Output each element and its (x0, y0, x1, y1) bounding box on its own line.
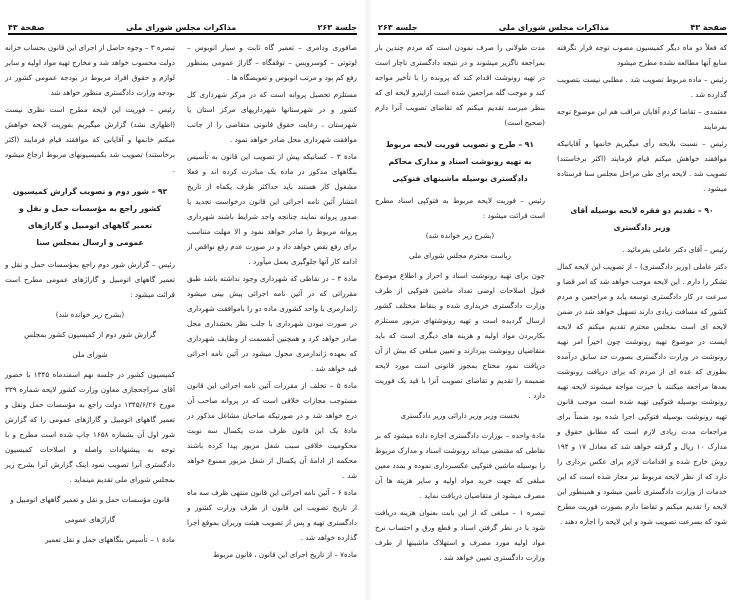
signatories: نخست وزیر وزیر دارائی وزیر دادگستری (400, 411, 520, 420)
paragraph: مادة ۴ – در نقاطی که شهرداری وجود نداشته باشد طبق مقرراتی که در آئین نامه اجرائی پیش بینی میشود ژاندارمری یا واحد کشوری ماده دو را باموافقت شهرداری در صورت نبودن شهرداری با جلب نظر بخشداری محل صادر خواهد کرد و همچنین آنقسمت از وظایف شهرداری که بعهده ژاندارمری محول میشود در آئین نامه اجرائی قید خواهد شد . (187, 274, 358, 373)
paragraph: رئیس – نسبت بلایحه رأی میگیریم خانمها و آقایانیکه موافقند خواهش میکنم قیام فرمایند (اکثر برخاستند) تصویب شد . لایحه برای طی مراحل مجلس سنا فرستاده میشود . (557, 139, 727, 193)
law-subtitle: گاراژهای عمومی (64, 515, 116, 524)
paragraph: رئیس – فوریت این لایحه مطرح است نظری نیست (اظهاری نشد) گزارش میگیریم بفوریت لایحه خواهش میکنم خانمها و آقایانی که موافقند قیام فرمایند (اکثر برخاستند) تصویب شد بکمیسیونهای مربوط ارجاع میشود . (5, 105, 175, 174)
right-header-rule (378, 33, 727, 35)
section-heading (5, 183, 175, 251)
heading-line: کشور راجع به مؤسسات حمل و نقل و (19, 204, 161, 213)
paragraph: ماده۷ – از تاریخ اجرای این قانون ، قانون مربوط (212, 550, 357, 559)
paragraph: رئیس – ماده مربوط تصویب شد . مطلبی نیست بتصویب گذارده شد . (557, 75, 727, 99)
right-page-title: مذاکرات مجلس شورای ملی (498, 23, 610, 32)
heading-line: عمومی و ارسال بمجلس سنا (36, 238, 144, 247)
paragraph: رئیس – گزارش شور دوم راجع بمؤسسات حمل و نقل و تعمیر گاههای اتومبیل و گاراژهای عمومی مطرح است قرائت میشود : (5, 260, 175, 299)
paragraph: مادة واحده – بوزارت دادگستری اجازه داده میشود که بر نقاطی که مقتضی میداند رونوشت اسناد و مدارک مربوط را بوسیله ماشین فتوکپی عکسبرداری نموده و بمدد معین مبلغی که جهت خرید مواد اولیه و سایر هزینه ها آن مصرف میشود از متقاضیان دریافت نماید . (375, 431, 545, 500)
left-page-column-left (5, 40, 175, 549)
reading-note: (بشرح زیر خوانده شد) (425, 231, 495, 240)
right-page-column-right (557, 40, 727, 531)
paragraph: مادة ۶ – آئین نامه اجرائی این قانون منتهی ظرف سه ماه از تاریخ تصویب این قانون از طرف وزارت کشور و دادگستری تهیه و پس از تصویب هیئت وزیران بموقع اجرا گذارده خواهد شد . (187, 488, 357, 542)
heading-line: به تهیه رونوشت اسناد و مدارک محاکم (388, 157, 532, 166)
right-page-header (378, 18, 727, 32)
right-page-session: جلسه ۲۶۳ (378, 23, 418, 32)
left-page-session: جلسة ۲۶۳ (317, 23, 357, 32)
paragraph: چون برای تهیه رونوشت اسناد و احراز و اطلاع موضوع قبول اصلاحات اوضی تعداد ماشین فتوکپی از طرف وزارت دادگستری خریداری شده و بنقاط مختلف کشور ارسال گردیده است و تهیه رونوشتهای مزبور مستلزم بکاربردن مواد اولیه و هزینه های دیگری است که باید متقاضیان رونوشت بپردازند و تعیین مبلغی که بیش از آن دریافت نمود محتاج بمجوز قانونی است مورد لایحه ضمیمه را تقدیم و تقاضای تصویب آنرا با قید یک فوریت دارد . (375, 271, 545, 400)
left-page-header (8, 18, 357, 32)
paragraph: که فعلاً دو ماه دیگر کمیسیون مصوب توجه قرار نگرفته منابع آنها مطالعه نشده مطرح میشود (557, 43, 727, 67)
paragraph: مادة ۳ – کسانیکه پیش از تصویب این قانون به تأسیس بنگاههای مذکور در ماده یک مبادرت کرده اند و فعلا مشغول کار هستند باید حداکثر ظرف یکماه از تاریخ انتشار آئین نامه اجرائی این قانون درخواست تجدید یا صدور پروانه نمایند چنانچه واجد شرایط باشند شهرداری پروانه مربوط را صادر خواهد نمود و الا مهلت متناسب برای رفع نقص خواهد داد و در صورت عدم رفع نواقص از ادامه کار آنها جلوگیری بعمل میآورد . (187, 152, 357, 266)
right-page-column-left (375, 40, 545, 567)
paragraph: معتمدی – تقاضا کردم آقایان مراقب هم این موضوع توجه بفرمایند (557, 107, 727, 131)
left-page-column-right (187, 40, 357, 564)
heading-line: تعمیر گاههای اتومبیل و گاراژهای (27, 221, 153, 230)
paragraph: مستلزم تحصیل پروانه است که در مرکز شهرداری کل کشور و در شهرستانها شهرداریهای مرکز استان یا شهرستان ، رعایت حقوق قانونی متقاضی را از جانب موافقت شهرداری محل صادر خواهد نمود . (187, 90, 357, 144)
report-subtitle: شورای ملی (72, 350, 108, 359)
heading-line: وزیر دادگستری (613, 223, 671, 232)
left-header-rule (8, 33, 357, 35)
paragraph: کمیسیون کشور در جلسه نهم اسفندماه ۱۳۴۵ با حضور آقای سراجحجازی معاون وزارت کشور لایحه شماره ۳۳۹ مورخ ۱۳۴۵/۶/۲۶ دولت راجع به مؤسسات حمل ونقل و تعمیر گاههای اتومبیل و گاراژهای عمومی را که گزارش شور اول آن بشماره ۱۶۵۸ چاپ شده است مطرح و با توجه به پیشنهادات واصله و اصلاحات کمیسیون دادگستری آنرا تصویب نمود اینک گزارش آنرا بشرح زیر بمجلس شورای ملی تقدیم مینماید . (5, 370, 175, 484)
right-page (370, 0, 735, 600)
report-title: ریاست محترم مجلس شورای ملی (408, 251, 512, 260)
paragraph: صافوری ودامری – تعمیر گاه ثابت و سیار اتوبوس – لوتوتی – کوسرویس – توقفگاه – گاراژ عمومی بمنظور رفع کم بود و مرتب اتوبوس و تعویضگاه ها . (187, 43, 357, 82)
paragraph: مادة ۵ – تخلف از مقررات آئین نامه اجرائی این قانون مستوجب مجازات خلافی است که در پروانه صاحب آن درج خواهد شد و در صورتیکه صاحبان مشاغل مذکور در مادهٔ یک این قانون ظرف مدت یکسال سه نوبت محکومیت خلافی سبب شغل مزبور پیدا کرده باشند محکمه از ادامهٔ آن یکسال از شغل مزبور ممنوع خواهد شد . (187, 381, 358, 480)
heading-line: دادگستری بوسیله ماشینهای فتوکپی (392, 174, 528, 183)
heading-line: ۹۳ – شور دوم و تصویب گزارش کمیسیون (12, 187, 168, 196)
right-page-number: صفحة ۴۳ (690, 23, 727, 32)
paragraph: رئیس – آقای دکتر عاملی بفرمائید . (622, 245, 727, 254)
section-heading (557, 202, 727, 236)
section-heading (375, 136, 545, 187)
paragraph: رئیس – فوریت لایحه مربوط به فتوکپی اسناد مطرح است قرائت میشود : (375, 196, 545, 220)
report-title: گزارش شور دوم از کمیسیون کشور بمجلس (24, 330, 156, 339)
paragraph: تبصره ۳ – وجوه حاصل از اجرای این قانون بحساب خزانه دولت محسوب خواهد شد و مخارج تهیه مواد اولیه و سایر لوازم و حقوق افراد مربوط در بودجه عمومی کشور در بودجه وزارت دادگستری منظور خواهد شد (5, 43, 175, 97)
paragraph: تبصره ۱ – مبلغی که از این بابت بعنوان هزینه دریافت شود با در نظر گرفتن اسناد و قطع ورق و احتساب نرخ مواد اولیه مورد مصرف و استهلاک ماشینها از طرف وزارت دادگستری تعیین خواهد شد . (375, 508, 546, 562)
heading-line: ۹۱ – طرح و تصویب فوریت لایحه مربوط (385, 140, 535, 149)
left-page-title: مذاکرات مجلس شورای ملی (125, 23, 237, 32)
paragraph: دکتر عاملی (وزیر دادگستری) – از تصویب این لایحه کمال تشکر را دارم . این لایحه موجب خواهد شد که امر قضا و سرعت در کار دادگستری توسعه یابد و مراجعین و مردم کشور که مسافت زیادی دارند تسهیل خواهد شد در ضمن لایحه ای است بمجلس محترم تقدیم میکنم که لایحه ایست در موضوع تهیه رونوشت چون اخیراً امر تهیه رونوشت در وزارت دادگستری بصورت حد سابق درآمده بطوری که عده ای از مردم که برای دریافت رونوشت بعدها مراجعه میکنند با حیرت مواجه میشوند لایحه تهیه رونوشت بوسیله فتوکپی تهیه شده است موجب قانون تهیه رونوشت بوسیله فتوکپی اجرا شده بود ضمناً برای مراجعات مدت زیادی لازم است که مطابق حقوق و مدارک ۱۰ ریال و گرفته خواهد شد که معادل ۱۷ و ۱۹۴ روش خارج شده و اقدامات لازم برای عکس برداری را دارد که از نظر لایحه مربوط نیز مجاز شده است که این خدمات از وزارت دادگستری تأمین میشود و همینطور این لایحه را تقدیم میکنم و تقاضا دارم بصورت فوریت مطرح شود که بسرعت تصویب شود و این لایحه را اجازه دهند . (557, 262, 727, 526)
left-page (0, 0, 365, 600)
paragraph: مدت طولانی را صرف نمودن است که مردم چندین بار بمراجعه ناگزیر میشوند و در نتیجه دادگستری ناچار است در تهیه رونوشت اقدام کند که پرونده را با تأخیر مواجه کند و موجب گله مراجعین شده است ازاینرو لایحه ای که بنظر میرسد تقدیم میکنم که تقاضای تصویب آنرا دارم (صحیح است) (375, 43, 545, 127)
heading-line: ۹۰ – تقدیم دو فقره لایحه بوسیله آقای (570, 206, 714, 215)
reading-note: (بشرح زیر خوانده شد) (55, 310, 125, 319)
left-page-number: صفحة ۴۳ (8, 23, 45, 32)
paragraph: مادة ۱ – تأسیس بنگاههای حمل و نقل تعمیر (45, 535, 175, 544)
law-title: قانون مؤسسات حمل و نقل و تعمیر گاههای اتومبیل و (10, 495, 170, 504)
